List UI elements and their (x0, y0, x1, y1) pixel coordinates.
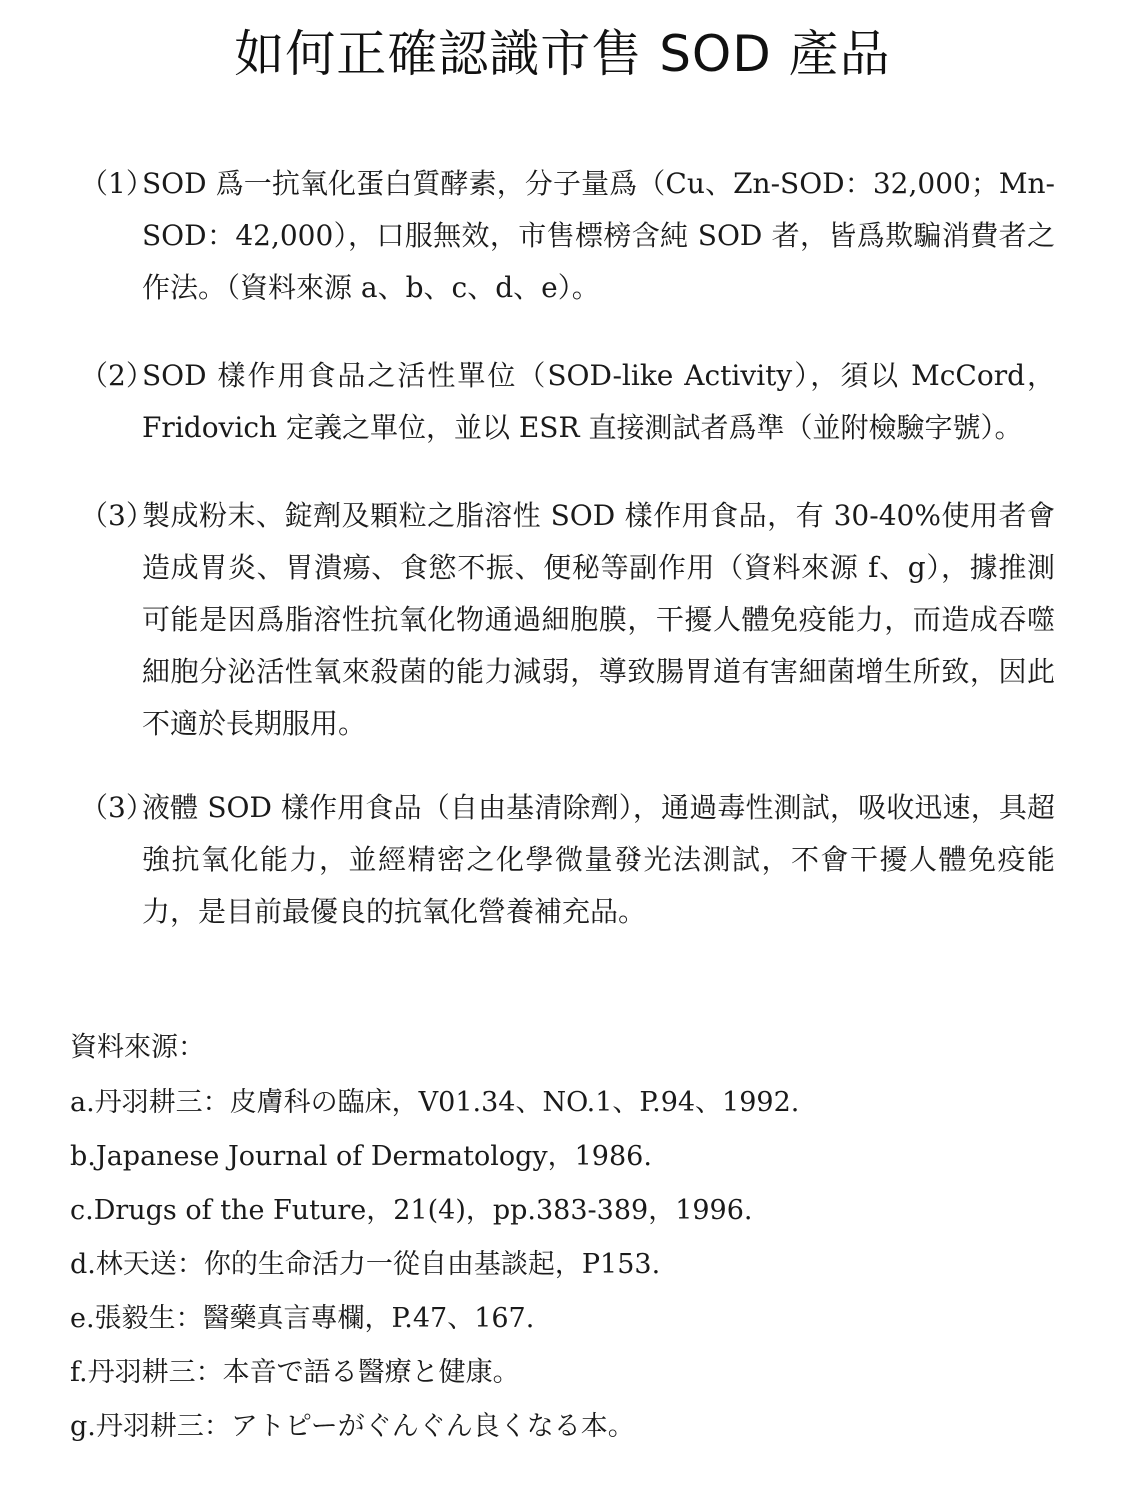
item-text: 液體 SOD 樣作用食品（自由基清除劑），通過毒性測試，吸收迅速，具超強抗氧化能力，並經精密之化學微量發光法測試，不會干擾人體免疫能力，是目前最優良的抗氧化營養補充品。 (142, 791, 1055, 928)
page-title: 如何正確認識市售 SOD 產品 (234, 25, 891, 83)
list-item (80, 782, 1055, 938)
item-number: （3） (80, 791, 154, 824)
list-item (80, 158, 1055, 314)
reference-item: b.Japanese Journal of Dermatology，1986. (70, 1141, 652, 1172)
reference-item: a.丹羽耕三：皮膚科の臨床，V01.34、NO.1、P.94、1992. (70, 1087, 800, 1118)
references-heading: 資料來源： (70, 1032, 205, 1063)
reference-item: f.丹羽耕三：本音で語る醫療と健康。 (70, 1357, 520, 1388)
reference-item: g.丹羽耕三：アトピーがぐんぐん良くなる本。 (70, 1411, 635, 1442)
item-number: （2） (80, 359, 154, 392)
reference-item: e.張毅生：醫藥真言專欄，P.47、167. (70, 1303, 535, 1334)
item-number: （3） (80, 499, 154, 532)
references-section (70, 1020, 1070, 1454)
item-text: SOD 爲一抗氧化蛋白質酵素，分子量爲（Cu、Zn-SOD：32,000；Mn- SOD：42,000），口服無效，市售標榜含純 SOD 者，皆爲欺騙消費者之作法。（資料來源 a、b、c、d、e）。 (142, 167, 1055, 304)
reference-item: c.Drugs of the Future，21(4)，pp.383-389，1996. (70, 1195, 753, 1226)
list-item (80, 490, 1055, 750)
item-number: （1） (80, 167, 154, 200)
item-text: 製成粉末、錠劑及顆粒之脂溶性 SOD 樣作用食品，有 30-40%使用者會造成胃炎、胃潰瘍、食慾不振、便秘等副作用（資料來源 f、g），據推測可能是因爲脂溶性抗氧化物通過細胞膜，干擾人體免疫能力，而造成吞噬細胞分泌活性氧來殺菌的能力減弱，導致腸胃道有害細菌增生所致，因此不適於長期服用。 (142, 499, 1055, 740)
item-text: SOD 樣作用食品之活性單位（SOD-like Activity），須以 McCord， Fridovich 定義之單位，並以 ESR 直接測試者爲準（並附檢驗字號）。 (142, 359, 1055, 444)
reference-item: d.林天送：你的生命活力一從自由基談起，P153. (70, 1249, 661, 1280)
references-list (70, 1076, 1070, 1454)
list-item (80, 350, 1055, 454)
